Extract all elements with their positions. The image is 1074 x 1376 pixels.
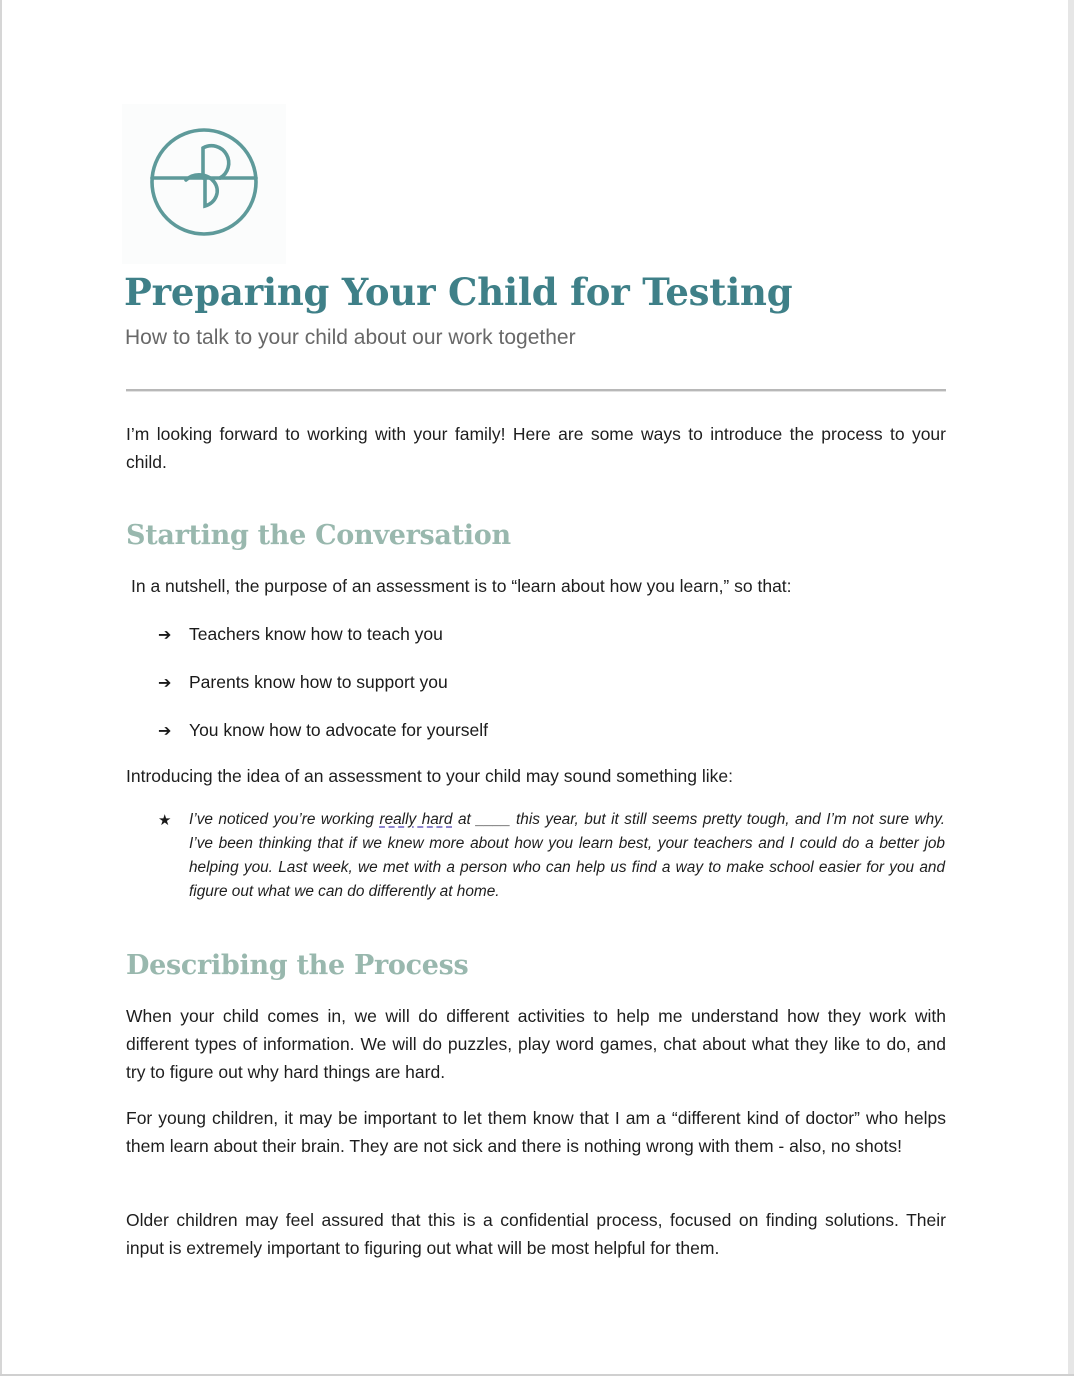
page-edge-right bbox=[1068, 0, 1074, 1376]
arrow-bullet-icon: ➔ bbox=[158, 673, 172, 692]
intro-paragraph: I’m looking forward to working with your family! Here are some ways to introduce the process to your child. bbox=[126, 424, 946, 472]
section-heading-starting: Starting the Conversation bbox=[126, 520, 511, 551]
section-lead: In a nutshell, the purpose of an assessment is to “learn about how you learn,” so that: bbox=[131, 576, 792, 596]
document-title: Preparing Your Child for Testing bbox=[124, 270, 793, 314]
grammar-flagged-text[interactable]: really hard bbox=[379, 811, 453, 828]
list-item-text: Teachers know how to teach you bbox=[189, 624, 443, 644]
body-paragraph: Older children may feel assured that this is a confidential process, focused on finding solutions. Their input is extremely important to figuring out what will be most helpful for them. bbox=[126, 1210, 946, 1258]
stylized-b-circle-logo-icon bbox=[122, 104, 286, 264]
horizontal-rule bbox=[126, 389, 946, 392]
arrow-bullet-icon: ➔ bbox=[158, 721, 172, 740]
logo bbox=[122, 104, 286, 264]
arrow-bullet-icon: ➔ bbox=[158, 625, 172, 644]
document-subtitle: How to talk to your child about our work together bbox=[125, 326, 576, 349]
star-bullet-icon: ★ bbox=[158, 811, 172, 829]
page-edge-left bbox=[0, 0, 2, 1376]
example-quote-text: I’ve noticed you’re working really hard at ____ this year, but it still seems pretty tough, and I’m not sure why. I’ve been thinking that if we knew more about how you learn best, your teachers and I could do a better job helping you. Last week, we met with a person who can help us find a way to make school easier for you and figure out what we can do differently at home. bbox=[189, 811, 945, 900]
list-item bbox=[158, 716, 488, 744]
example-intro: Introducing the idea of an assessment to your child may sound something like: bbox=[126, 766, 734, 786]
list-item bbox=[158, 620, 443, 648]
section-heading-describing: Describing the Process bbox=[126, 950, 469, 981]
body-paragraph: When your child comes in, we will do different activities to help me understand how they work with different types of information. We will do puzzles, play word games, chat about what they like to do, and try to figure out why hard things are hard. bbox=[126, 1006, 946, 1082]
list-item-text: Parents know how to support you bbox=[189, 672, 448, 692]
list-item-text: You know how to advocate for yourself bbox=[189, 720, 488, 740]
body-paragraph: For young children, it may be important to let them know that I am a “different kind of doctor” who helps them learn about their brain. They are not sick and there is nothing wrong with them - also, no shots! bbox=[126, 1108, 946, 1156]
list-item bbox=[158, 668, 448, 696]
